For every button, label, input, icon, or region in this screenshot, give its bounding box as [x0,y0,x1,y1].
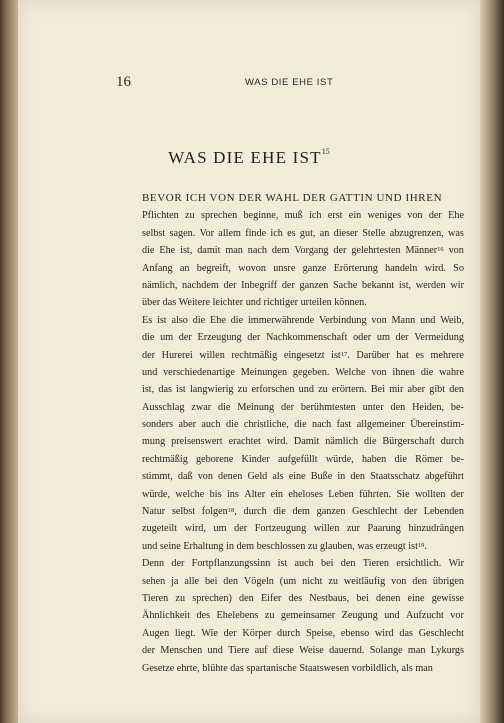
chapter-title-text: WAS DIE EHE IST [168,148,322,167]
body-line: sonders aber auch die christliche, die nach fast allgemeiner Übereinstim- [142,419,464,431]
footnote-ref: 18 [227,507,235,515]
body-line: über das Weitere leichter und richtiger urteilen können. [142,297,367,309]
chapter-title [18,148,480,168]
body-line: Gesetze ehrte, blühte das spartanische Staatswesen vorbildlich, als man [142,662,433,674]
body-line: stimmt, daß von denen Geld als eine Buße in den Staatsschatz abgeführt [142,471,464,483]
footnote-ref: 19 [417,541,425,549]
body-line: Pflichten zu sprechen beginne, muß ich erst ein weniges von der Ehe [142,210,464,222]
page-number: 16 [116,74,131,90]
chapter-title-note-ref: 15 [321,147,330,156]
body-line: Natur selbst folgen$^{18}$, durch die dem ganzen Geschlecht der Lebenden [142,506,464,518]
body-line: Ausschlag zwar die Meinung der berühmtesten unter den Heiden, be- [142,401,464,413]
body-line: die um der Erzeugung der Nachkommenschaft oder um der Vermeidung [142,332,464,344]
body-text [142,190,464,677]
body-line: Denn der Fortpflanzungssinn ist auch bei den Tieren ersichtlich. Wir [142,558,464,570]
body-line: BEVOR ICH VON DER WAHL DER GATTIN UND IHREN [142,192,443,204]
body-line: Anfang an begreift, wovon unsre ganze Erörterung handeln wird. So [142,262,464,274]
body-line: nämlich, nachdem der Inbegriff der ganzen Sache bekannt ist, werden wir [142,279,464,291]
page-fore-edge [480,0,504,723]
body-line: der Menschen und Tiere auf diese Weise dauernd. Solange man Lykurgs [142,645,464,657]
body-line: sehen ja alle bei den Vögeln (um nicht zu weitläufig von den übrigen [142,575,464,587]
body-line: würde, welche bis ins Alter ein eheloses Leben führten. Sie wollten der [142,488,464,500]
body-line: rechtmäßig geborene Kinder aufgefüllt würde, haben die Römer be- [142,453,464,465]
body-line: und verschiedenartige Meinungen gegeben. Welche von ihnen die wahre [142,366,464,378]
body-line: mung preisenswert erachtet wird. Damit nämlich die Bürgerschaft durch [142,436,464,448]
body-line: Es ist also die Ehe die immerwährende Verbindung von Mann und Weib, [142,314,464,326]
book-page [18,0,480,723]
body-line: Augen liegt. Wie der Körper durch Speise, ebenso wird das Geschlecht [142,627,464,639]
book-gutter [0,0,18,723]
body-line: zugeteilt wird, um der Fortzeugung willen zur Paarung hinzudrängen [142,523,464,535]
body-line: und seine Erhaltung in dem beschlossen zu glauben, was erzeugt ist$^{19}$. [142,540,427,552]
body-line: Tieren zu sprechen) den Eifer des Nestbaus, bei denen eine gewisse [142,592,464,604]
running-head-title: WAS DIE EHE IST [245,77,334,88]
body-line: selbst sagen. Vor allem finde ich es gut, an dieser Stelle abzugrenzen, was [142,227,464,239]
body-line: Ähnlichkeit des Ehelebens zu gemeinsamer Zeugung und Aufzucht vor [142,610,464,622]
footnote-ref: 17 [340,350,348,358]
body-line: der Hurerei willen rechtmäßig eingesetzt ist$^{17}$. Darüber hat es mehrere [142,349,464,361]
body-line: die Ehe ist, damit man nach dem Vorgang der gelehrtesten Männer$^{16}$ von [142,245,464,257]
body-line: ist, das ist langwierig zu erforschen und zu erörtern. Bei mir aber gibt den [142,384,464,396]
footnote-ref: 16 [437,246,444,254]
